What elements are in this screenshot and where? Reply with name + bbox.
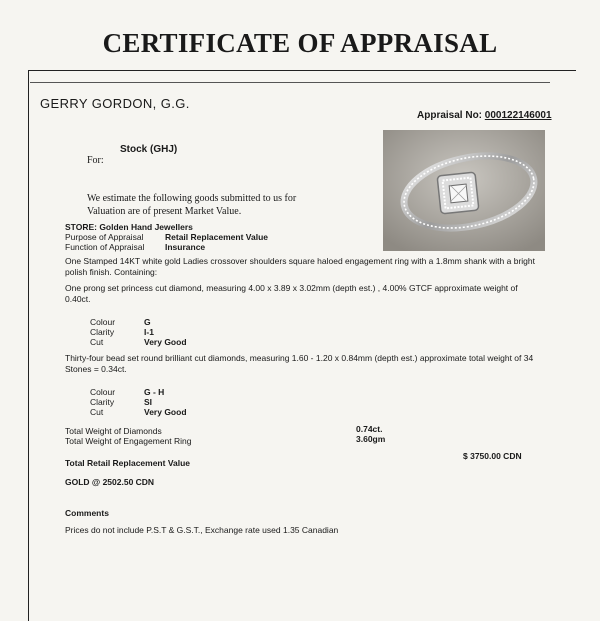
purpose-value: Retail Replacement Value	[165, 232, 268, 242]
gold-price: GOLD @ 2502.50 CDN	[65, 477, 155, 487]
spec-value: SI	[144, 397, 153, 407]
function-row	[65, 242, 205, 252]
store-line: STORE: Golden Hand Jewellers	[65, 222, 193, 232]
side-clarity-row	[90, 397, 152, 407]
spec-label: Clarity	[90, 327, 115, 337]
total-ring-value: 3.60gm	[356, 434, 386, 444]
appraiser-name: GERRY GORDON, G.G.	[40, 96, 190, 111]
client-for-label: For:	[87, 155, 104, 166]
total-diamonds-value: 0.74ct.	[356, 424, 383, 434]
center-clarity-row	[90, 327, 154, 337]
ring-description: One Stamped 14KT white gold Ladies crossover shoulders square haloed engagement ring with a 1.8mm shank with a bright polish finish. Containing:	[65, 256, 535, 277]
center-colour-row	[90, 317, 151, 327]
total-ring-label: Total Weight of Engagement Ring	[65, 436, 192, 446]
frame-left-border	[28, 70, 29, 621]
side-colour-row	[90, 387, 164, 397]
function-value: Insurance	[165, 242, 206, 252]
center-stone-description: One prong set princess cut diamond, measuring 4.00 x 3.89 x 3.02mm (depth est.) , 4.00% GTCF approximate weight of 0.40ct.	[65, 283, 518, 304]
side-stones-description: Thirty-four bead set round brilliant cut diamonds, measuring 1.60 - 1.20 x 0.84mm (depth est.) approximate total weight of 34 Stones = 0.34ct.	[65, 353, 534, 374]
estimate-statement: We estimate the following goods submitted to us for Valuation are of present Market Value.	[87, 193, 297, 217]
comments-heading: Comments	[65, 508, 109, 518]
retail-value-amount: $ 3750.00 CDN	[463, 451, 522, 461]
appraisal-number	[417, 110, 552, 121]
retail-value-label: Total Retail Replacement Value	[65, 458, 191, 468]
spec-value: G	[144, 317, 151, 327]
appraisal-number-label: Appraisal No:	[417, 110, 483, 121]
spec-label: Colour	[90, 317, 116, 327]
spec-value: I-1	[144, 327, 154, 337]
spec-label: Cut	[90, 337, 104, 347]
center-cut-row	[90, 337, 187, 347]
frame-top-border	[28, 70, 576, 71]
certificate-title: CERTIFICATE OF APPRAISAL	[102, 28, 498, 58]
side-cut-row	[90, 407, 187, 417]
spec-value: G - H	[144, 387, 165, 397]
ring-photo	[383, 130, 545, 251]
spec-label: Cut	[90, 407, 104, 417]
purpose-row	[65, 232, 268, 242]
function-label: Function of Appraisal	[65, 242, 145, 252]
spec-label: Colour	[90, 387, 116, 397]
header-divider	[30, 82, 550, 83]
spec-value: Very Good	[144, 407, 187, 417]
spec-value: Very Good	[144, 337, 187, 347]
spec-label: Clarity	[90, 397, 115, 407]
appraisal-number-value: 000122146001	[484, 110, 552, 121]
comments-text: Prices do not include P.S.T & G.S.T., Exchange rate used 1.35 Canadian	[65, 525, 339, 535]
engagement-ring-image	[383, 130, 545, 251]
client-stock: Stock (GHJ)	[120, 144, 178, 155]
total-diamonds-label: Total Weight of Diamonds	[65, 426, 162, 436]
purpose-label: Purpose of Appraisal	[65, 232, 144, 242]
